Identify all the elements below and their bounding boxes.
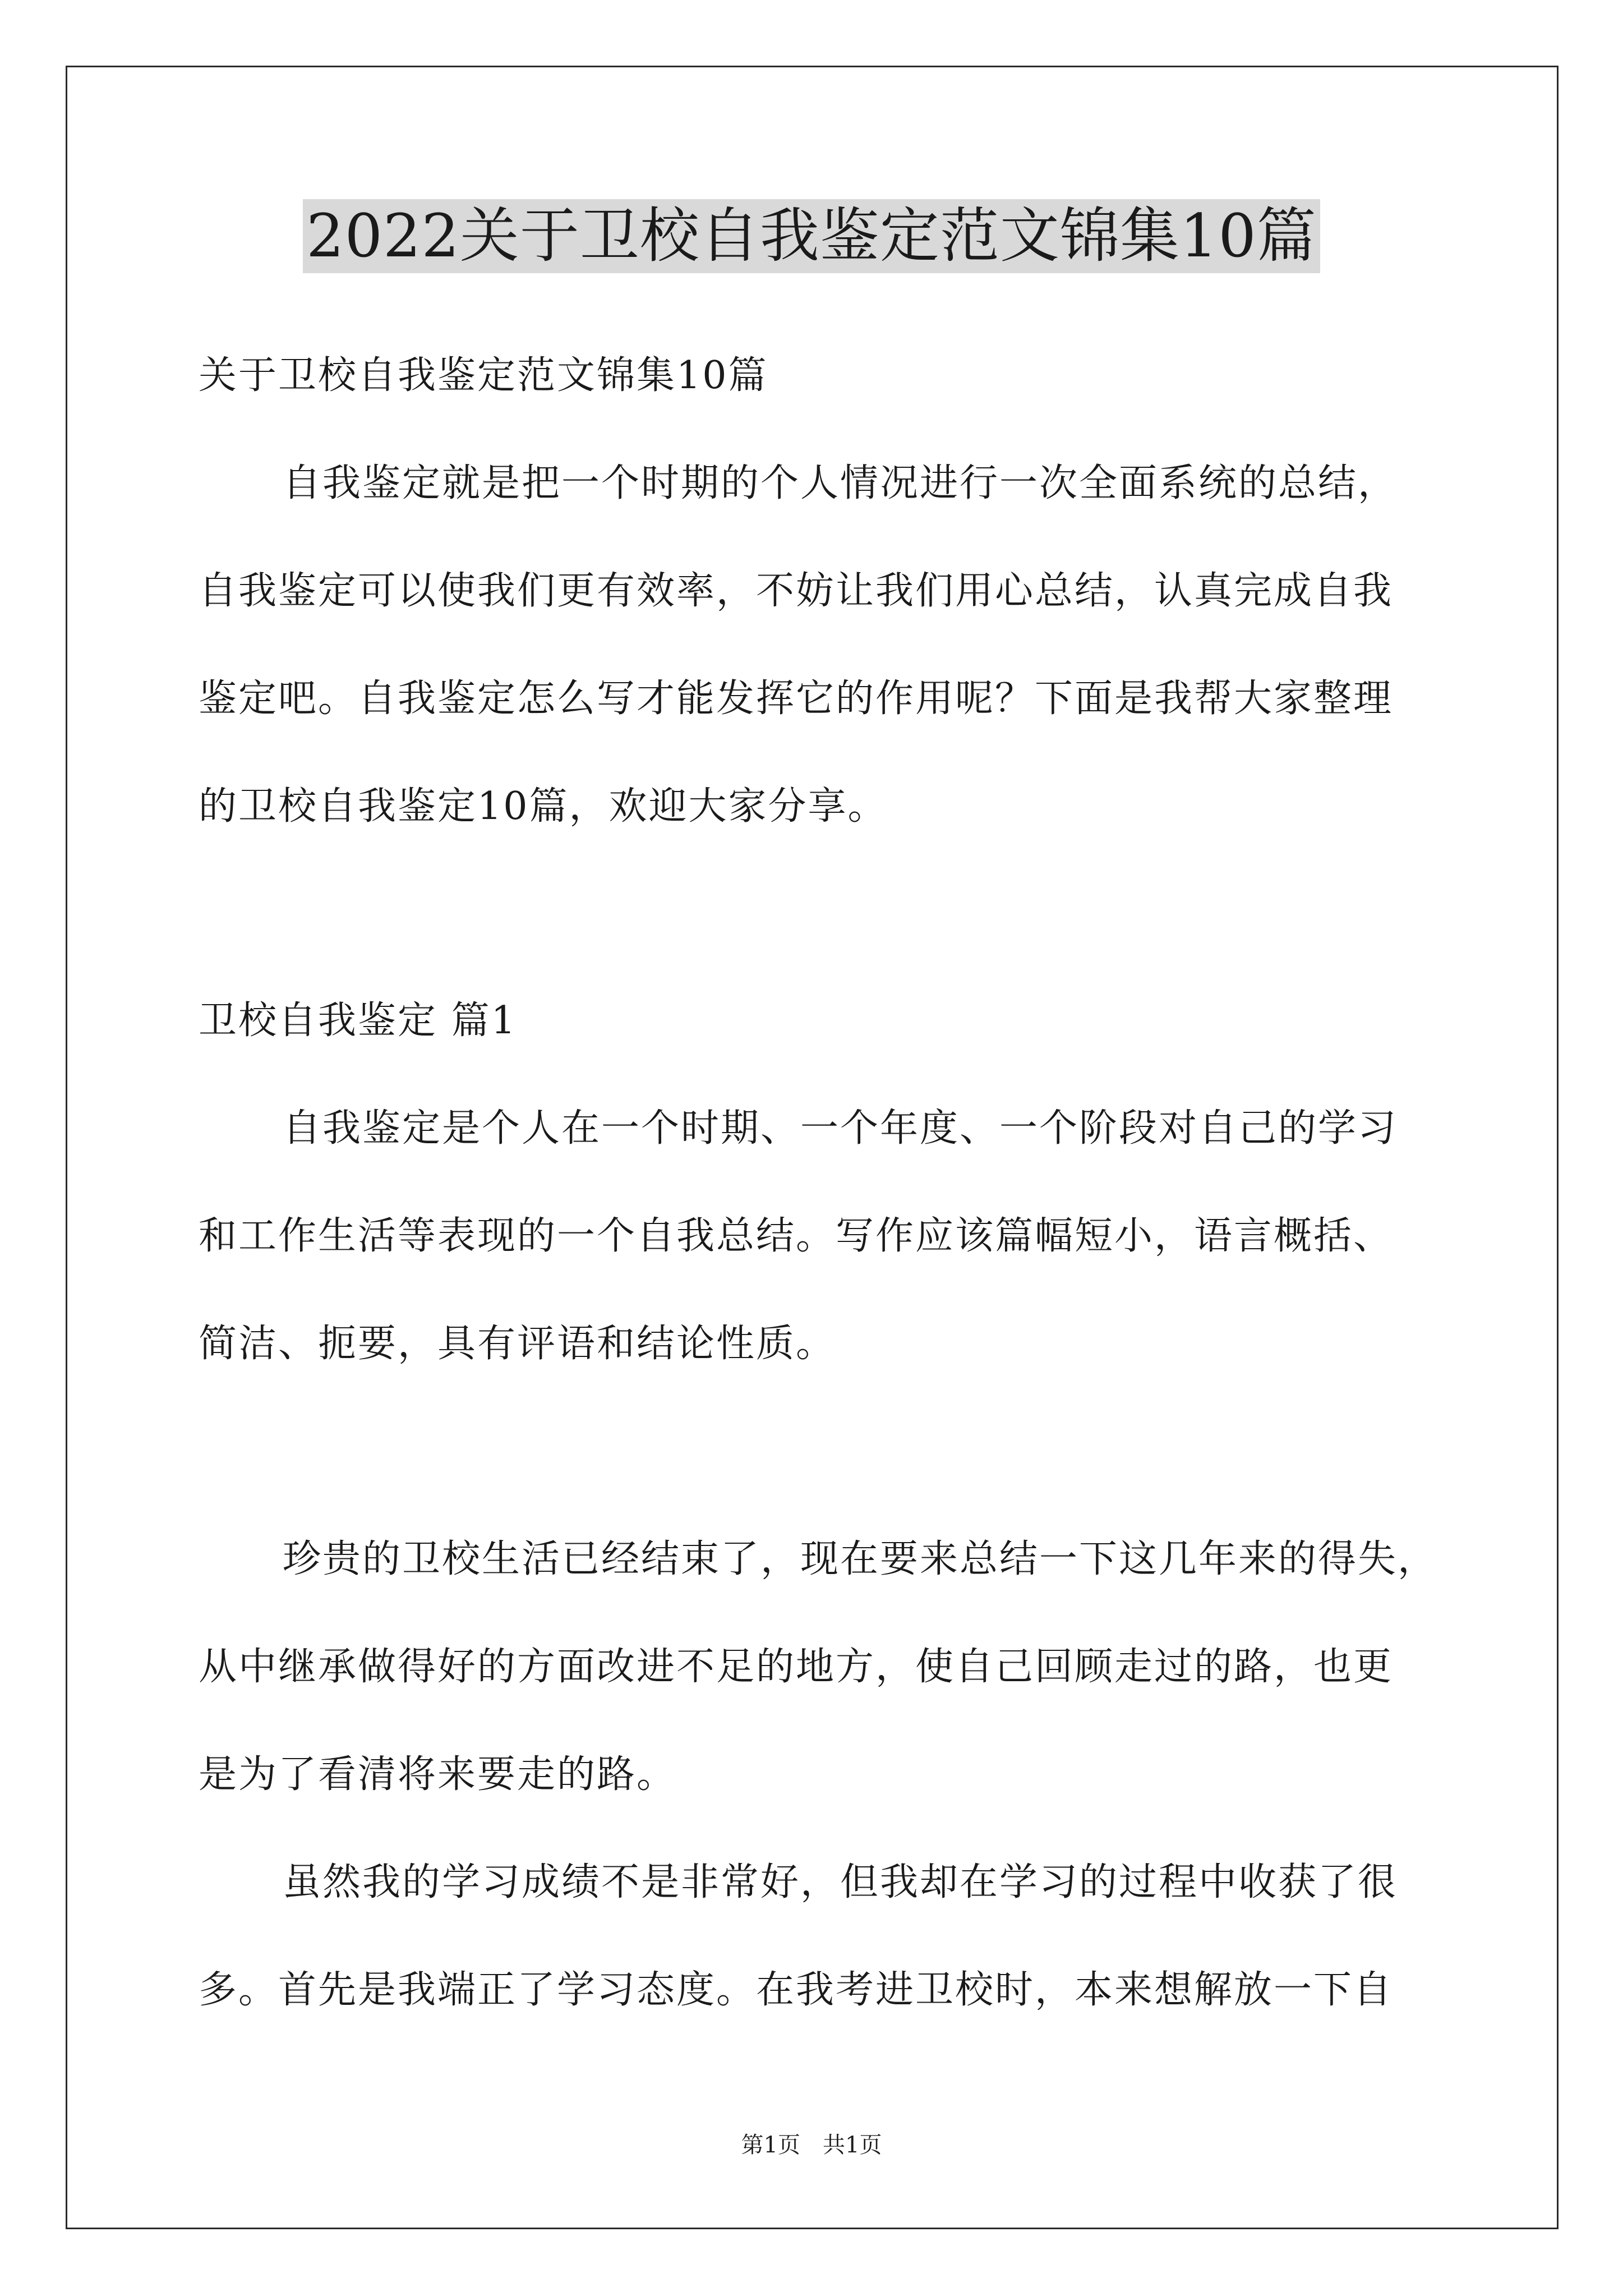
paragraph-line: 简洁、扼要，具有评语和结论性质。 [199,1322,836,1366]
paragraph-line: 珍贵的卫校生活已经结束了，现在要来总结一下这几年来的得失， [283,1537,1438,1581]
title-container [0,199,1623,273]
intro-line: 自我鉴定就是把一个时期的个人情况进行一次全面系统的总结， [283,461,1398,505]
intro-line: 鉴定吧。自我鉴定怎么写才能发挥它的作用呢？下面是我帮大家整理 [199,677,1394,721]
page-footer: 第1页 共1页 [741,2132,882,2158]
paragraph-line: 和工作生活等表现的一个自我总结。写作应该篇幅短小，语言概括、 [199,1214,1394,1258]
paragraph-line: 自我鉴定是个人在一个时期、一个年度、一个阶段对自己的学习 [283,1106,1398,1151]
paragraph-line: 是为了看清将来要走的路。 [199,1752,677,1797]
document-subtitle: 关于卫校自我鉴定范文锦集10篇 [199,353,768,398]
paragraph-line: 多。首先是我端正了学习态度。在我考进卫校时，本来想解放一下自 [199,1968,1394,2012]
paragraph-line: 从中继承做得好的方面改进不足的地方，使自己回顾走过的路，也更 [199,1645,1394,1689]
document-title: 2022关于卫校自我鉴定范文锦集10篇 [303,199,1320,273]
intro-line: 自我鉴定可以使我们更有效率，不妨让我们用心总结，认真完成自我 [199,569,1394,613]
section-heading: 卫校自我鉴定 篇1 [199,999,517,1043]
intro-line: 的卫校自我鉴定10篇，欢迎大家分享。 [199,784,888,829]
paragraph-line: 虽然我的学习成绩不是非常好，但我却在学习的过程中收获了很 [283,1860,1398,1904]
